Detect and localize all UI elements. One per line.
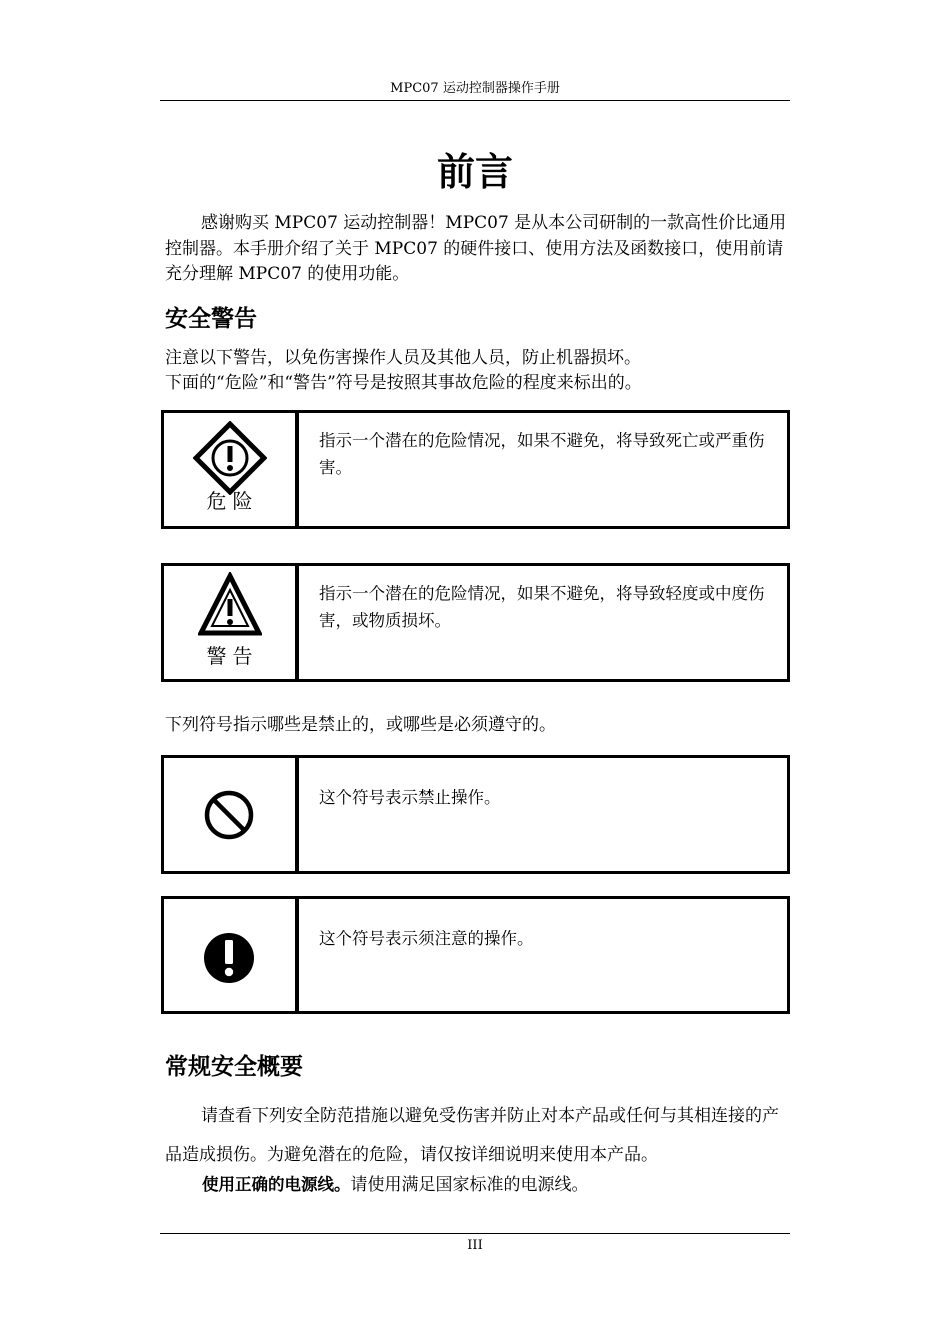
header-rule (160, 100, 790, 101)
safety-line-1: 注意以下警告，以免伤害操作人员及其他人员，防止机器损坏。 (165, 348, 641, 368)
warning-triangle-icon (198, 572, 262, 636)
general-safety-heading: 常规安全概要 (165, 1054, 303, 1080)
footer-rule (160, 1233, 790, 1234)
prohibited-symbol-cell (164, 758, 299, 871)
warning-symbol-cell (164, 566, 299, 679)
prohibited-box (161, 755, 790, 874)
prohibited-icon (202, 788, 256, 842)
page-number: III (467, 1238, 483, 1253)
warning-box (161, 563, 790, 682)
exclamation-icon (202, 931, 256, 985)
danger-symbol-cell (164, 413, 299, 526)
power-cord-line (202, 1172, 589, 1198)
power-cord-text: 请使用满足国家标准的电源线。 (350, 1175, 589, 1195)
danger-text: 指示一个潜在的危险情况，如果不避免，将导致死亡或严重伤害。 (319, 431, 765, 477)
mandatory-symbol-cell (164, 899, 299, 1011)
mandatory-box (161, 896, 790, 1014)
running-header: MPC07 运动控制器操作手册 (390, 81, 560, 96)
safety-line-2: 下面的“危险”和“警告”符号是按照其事故危险的程度来标出的。 (165, 373, 642, 393)
danger-box (161, 410, 790, 529)
general-safety-paragraph: 请查看下列安全防范措施以避免受伤害并防止对本产品或任何与其相连接的产品造成损伤。为避免潜在的危险，请仅按详细说明来使用本产品。 (165, 1106, 779, 1165)
danger-label: 危险 (206, 489, 259, 513)
page-title: 前言 (436, 149, 513, 194)
warning-label: 警告 (206, 644, 259, 668)
power-cord-bold: 使用正确的电源线。 (202, 1175, 351, 1194)
intro-paragraph: 感谢购买 MPC07 运动控制器！MPC07 是从本公司研制的一款高性价比通用控制器。本手册介绍了关于 MPC07 的硬件接口、使用方法及函数接口，使用前请充分理解 MPC07 的使用功能。 (165, 213, 787, 284)
warning-text: 指示一个潜在的危险情况，如果不避免，将导致轻度或中度伤害，或物质损坏。 (319, 584, 765, 630)
safety-heading: 安全警告 (165, 306, 257, 332)
symbols-line: 下列符号指示哪些是禁止的，或哪些是必须遵守的。 (165, 715, 556, 735)
danger-diamond-icon (193, 421, 267, 495)
prohibited-text: 这个符号表示禁止操作。 (319, 788, 501, 807)
mandatory-text: 这个符号表示须注意的操作。 (319, 929, 534, 948)
